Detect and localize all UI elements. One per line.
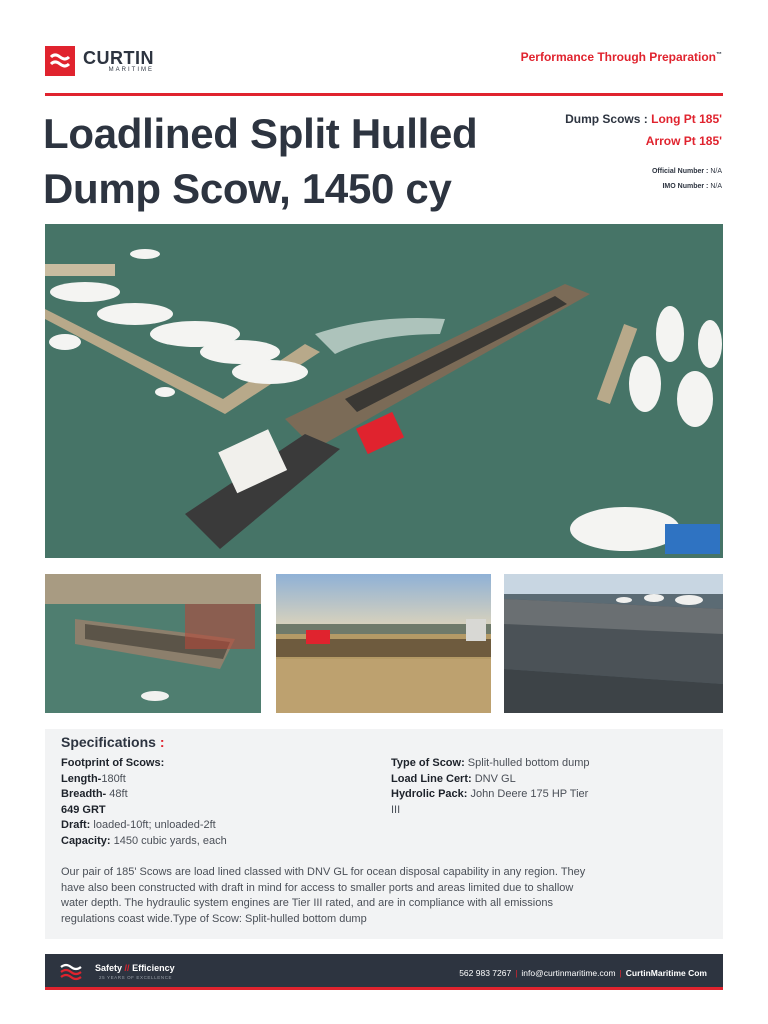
- registration-info: [652, 164, 722, 194]
- footer-website[interactable]: CurtinMaritime Com: [625, 968, 707, 978]
- imo-number-label: IMO Number :: [662, 183, 709, 190]
- capacity-label: Capacity:: [61, 834, 111, 847]
- photo-scow-sunset: [276, 574, 491, 713]
- hydrolic-pack-value: John Deere 175 HP Tier III: [391, 788, 589, 816]
- title-line-1: Loadlined Split Hulled: [43, 110, 478, 157]
- scow-type-label: Type of Scow:: [391, 757, 465, 769]
- scow-type-value: Split-hulled bottom dump: [464, 757, 590, 769]
- load-line-cert-label: Load Line Cert:: [391, 772, 472, 785]
- specs-right-column: [391, 756, 591, 818]
- footer-bar: [45, 954, 723, 990]
- footprint-label: Footprint of Scows:: [61, 757, 165, 769]
- grt-value: 649 GRT: [61, 803, 106, 816]
- photo-scow-hull-closeup: [504, 574, 723, 713]
- imo-number-value: N/A: [710, 183, 722, 190]
- breadth-value: 48ft: [106, 788, 128, 800]
- trademark: ™: [716, 52, 722, 58]
- hydrolic-pack-label: Hydrolic Pack:: [391, 788, 468, 800]
- specifications-panel: [45, 729, 723, 939]
- footer-phone[interactable]: 562 983 7267: [459, 968, 512, 978]
- load-line-cert-value: DNV GL: [471, 772, 516, 785]
- dump-scows-label: Dump Scows :: [565, 112, 648, 126]
- hero-photo-aerial-scow: [45, 224, 723, 558]
- footer-years: 25 YEARS OF EXCELLENCE: [99, 975, 173, 980]
- company-logo: [45, 46, 154, 76]
- length-label: Length-: [61, 772, 102, 785]
- capacity-value: 1450 cubic yards, each: [110, 834, 227, 847]
- logo-subtitle: MARITIME: [108, 67, 154, 73]
- draft-value: loaded-10ft; unloaded-2ft: [90, 819, 216, 831]
- page-title: [43, 106, 543, 216]
- specs-description: Our pair of 185' Scows are load lined classed with DNV GL for ocean disposal capability in any region. They have also been constructed with draft in mind for access to smaller ports and areas limited due to shallow water depth. The hydraulic system engines are Tier III rated, and are in compliance with all emissions regulations coast wide.Type of Scow: Split-hulled bottom dump: [61, 866, 586, 925]
- flag-wave-icon: [59, 963, 83, 986]
- breadth-label: Breadth-: [61, 788, 107, 800]
- footer-contact: 562 983 7267 | info@curtinmaritime.com | CurtinMaritime Com: [459, 968, 707, 978]
- flag-logo-icon: [45, 46, 75, 76]
- length-value: 180ft: [101, 772, 126, 785]
- scow-names: [565, 112, 722, 156]
- footer-slogan: Safety // Efficiency: [95, 963, 175, 973]
- photo-scow-harbor: [45, 574, 261, 713]
- footer-email[interactable]: info@curtinmaritime.com: [521, 968, 616, 978]
- specifications-heading: Specifications :: [61, 734, 165, 750]
- header-divider: [45, 93, 723, 96]
- logo-name: CURTIN: [83, 48, 154, 68]
- tagline: Performance Through Preparation™: [520, 50, 722, 64]
- draft-label: Draft:: [61, 819, 91, 831]
- scow-arrow-pt: Arrow Pt 185': [645, 134, 722, 148]
- specs-left-column: [61, 756, 381, 849]
- official-number-label: Official Number :: [651, 168, 709, 175]
- title-line-2: Dump Scow, 1450 cy: [43, 165, 452, 212]
- scow-long-pt: Long Pt 185': [651, 112, 722, 126]
- official-number-value: N/A: [710, 168, 722, 175]
